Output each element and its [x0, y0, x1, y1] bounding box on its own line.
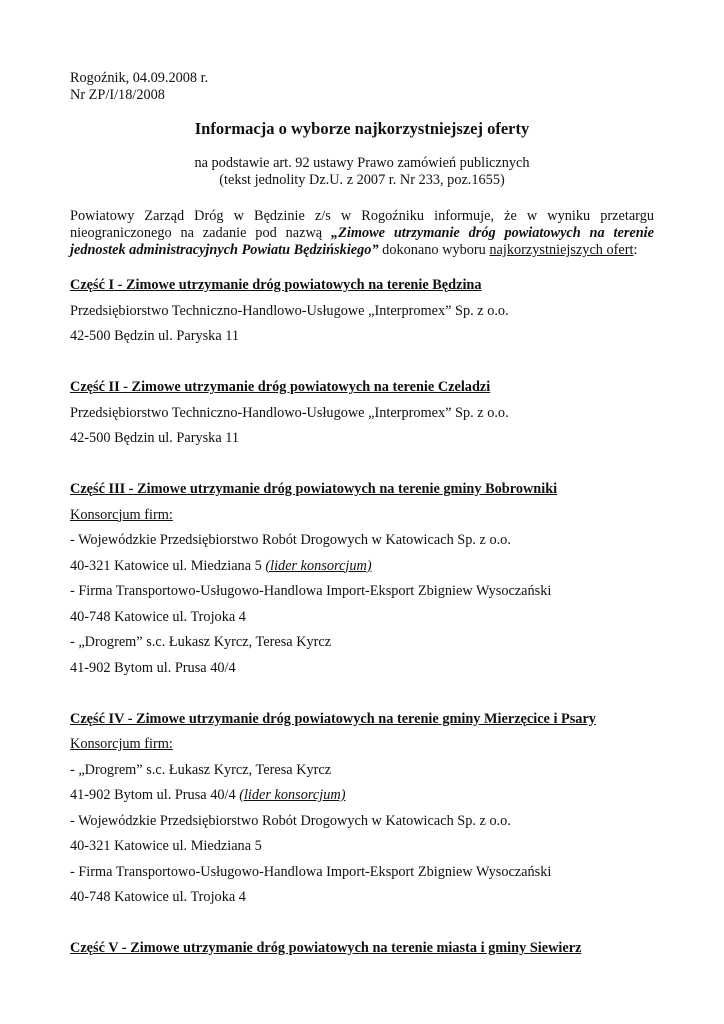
part-4-member-2-name: - Wojewódzkie Przedsiębiorstwo Robót Drogowych w Katowicach Sp. z o.o. [70, 812, 511, 829]
part-3-member-1-address-line [70, 558, 654, 584]
legal-basis-line-2: (tekst jednolity Dz.U. z 2007 r. Nr 233, poz.1655) [219, 172, 505, 188]
part-3-section [70, 481, 654, 685]
intro-text-middle: dokonano wyboru [378, 242, 490, 258]
legal-basis-line-1: na podstawie art. 92 ustawy Prawo zamówień publicznych [194, 155, 530, 171]
part-3-member-2-address: 40-748 Katowice ul. Trojoka 4 [70, 608, 246, 625]
part-3-member-2-name: - Firma Transportowo-Usługowo-Handlowa Import-Eksport Zbigniew Wysoczański [70, 583, 552, 599]
intro-paragraph [70, 208, 654, 259]
intro-text: Powiatowy Zarząd Dróg w Będzinie z/s w Rogoźniku informuje, że w wyniku przetargu nieograniczonego na zadanie pod nazwą [70, 208, 654, 241]
part-1-address: 42-500 Będzin ul. Paryska 11 [70, 328, 240, 344]
part-3-leader-note: (lider konsorcjum) [265, 557, 372, 574]
document-header [70, 70, 654, 104]
part-3-member-3-name: - „Drogrem” s.c. Łukasz Kyrcz, Teresa Kyrcz [70, 634, 332, 650]
part-3-member-3-address: 41-902 Bytom ul. Prusa 40/4 [70, 659, 236, 676]
place-date: Rogoźnik, 04.09.2008 r. [70, 70, 209, 86]
part-4-consortium-label: Konsorcjum firm: [70, 736, 173, 752]
part-2-title: Część II - Zimowe utrzymanie dróg powiatowych na terenie Czeladzi [70, 379, 491, 395]
part-2-company: Przedsiębiorstwo Techniczno-Handlowo-Usługowe „Interpromex” Sp. z o.o. [70, 404, 509, 421]
reference-number: Nr ZP/I/18/2008 [70, 87, 165, 103]
part-4-section [70, 711, 654, 915]
intro-text-end: : [633, 242, 638, 258]
part-3-title: Część III - Zimowe utrzymanie dróg powiatowych na terenie gminy Bobrowniki [70, 481, 558, 497]
part-4-member-1-address: 41-902 Bytom ul. Prusa 40/4 [70, 787, 240, 803]
part-2-section [70, 379, 654, 456]
part-1-company: Przedsiębiorstwo Techniczno-Handlowo-Usługowe „Interpromex” Sp. z o.o. [70, 302, 509, 319]
part-3-consortium-label: Konsorcjum firm: [70, 506, 173, 523]
part-4-member-2-address: 40-321 Katowice ul. Miedziana 5 [70, 838, 262, 854]
legal-basis [70, 155, 654, 189]
part-4-title: Część IV - Zimowe utrzymanie dróg powiatowych na terenie gminy Mierzęcice i Psary [70, 710, 596, 727]
part-4-leader-note: (lider konsorcjum) [239, 787, 346, 803]
document-title: Informacja o wyborze najkorzystniejszej oferty [194, 119, 530, 138]
part-3-member-1-name: - Wojewódzkie Przedsiębiorstwo Robót Drogowych w Katowicach Sp. z o.o. [70, 532, 511, 548]
part-3-member-1-address: 40-321 Katowice ul. Miedziana 5 [70, 557, 266, 574]
task-name: „Zimowe utrzymanie dróg powiatowych na terenie jednostek administracyjnych Powiatu Będzińskiego” [70, 225, 655, 258]
document-page [70, 70, 654, 966]
part-5-section [70, 940, 654, 966]
intro-underlined: najkorzystniejszych ofert [489, 242, 634, 258]
part-4-member-3-address: 40-748 Katowice ul. Trojoka 4 [70, 889, 246, 905]
part-4-member-3-name: - Firma Transportowo-Usługowo-Handlowa Import-Eksport Zbigniew Wysoczański [70, 863, 552, 880]
part-5-title: Część V - Zimowe utrzymanie dróg powiatowych na terenie miasta i gminy Siewierz [70, 940, 582, 956]
part-4-member-1-name: - „Drogrem” s.c. Łukasz Kyrcz, Teresa Kyrcz [70, 761, 332, 778]
part-2-address: 42-500 Będzin ul. Paryska 11 [70, 430, 240, 446]
part-1-section [70, 277, 654, 354]
part-4-member-1-address-line [70, 787, 654, 813]
part-1-title: Część I - Zimowe utrzymanie dróg powiatowych na terenie Będzina [70, 277, 482, 293]
